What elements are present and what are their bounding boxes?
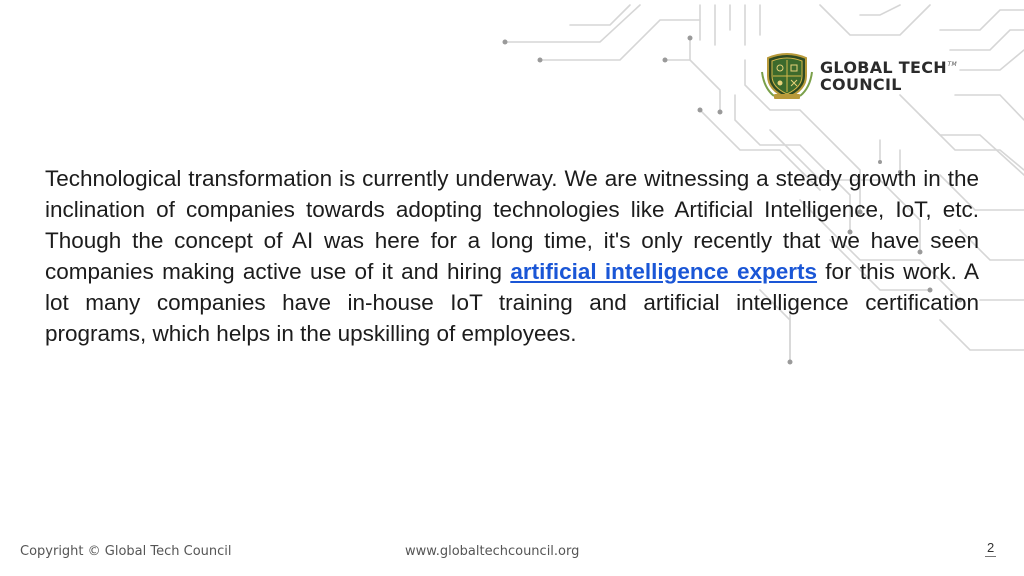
logo-line-2: COUNCIL — [820, 75, 902, 94]
page-number: 2 — [987, 540, 995, 555]
footer-copyright: Copyright © Global Tech Council — [20, 544, 232, 559]
logo-line-1: GLOBAL TECH — [820, 58, 947, 77]
footer-website: www.globaltechcouncil.org — [405, 544, 580, 559]
artificial-intelligence-experts-link[interactable]: artificial intelligence experts — [510, 259, 818, 284]
paragraph-text-before: Technological transformation is currently underway. We are witnessing a steady growth in the inclination of companies towards adopting technologies like Artificial Intelligence, IoT, etc. Though the concept of AI was here for a long time, it's only recently that we have seen companies making active use of it and hiring — [45, 166, 979, 284]
trademark-mark: TM — [947, 61, 957, 68]
main-paragraph — [45, 163, 979, 349]
logo-wordmark — [820, 58, 957, 94]
global-tech-council-logo — [760, 52, 957, 100]
global-tech-council-crest-icon — [760, 52, 814, 100]
paragraph-text-after: for this work. A lot many companies have in-house IoT training and artificial intelligence certification programs, which helps in the upskilling of employees. — [45, 259, 979, 346]
